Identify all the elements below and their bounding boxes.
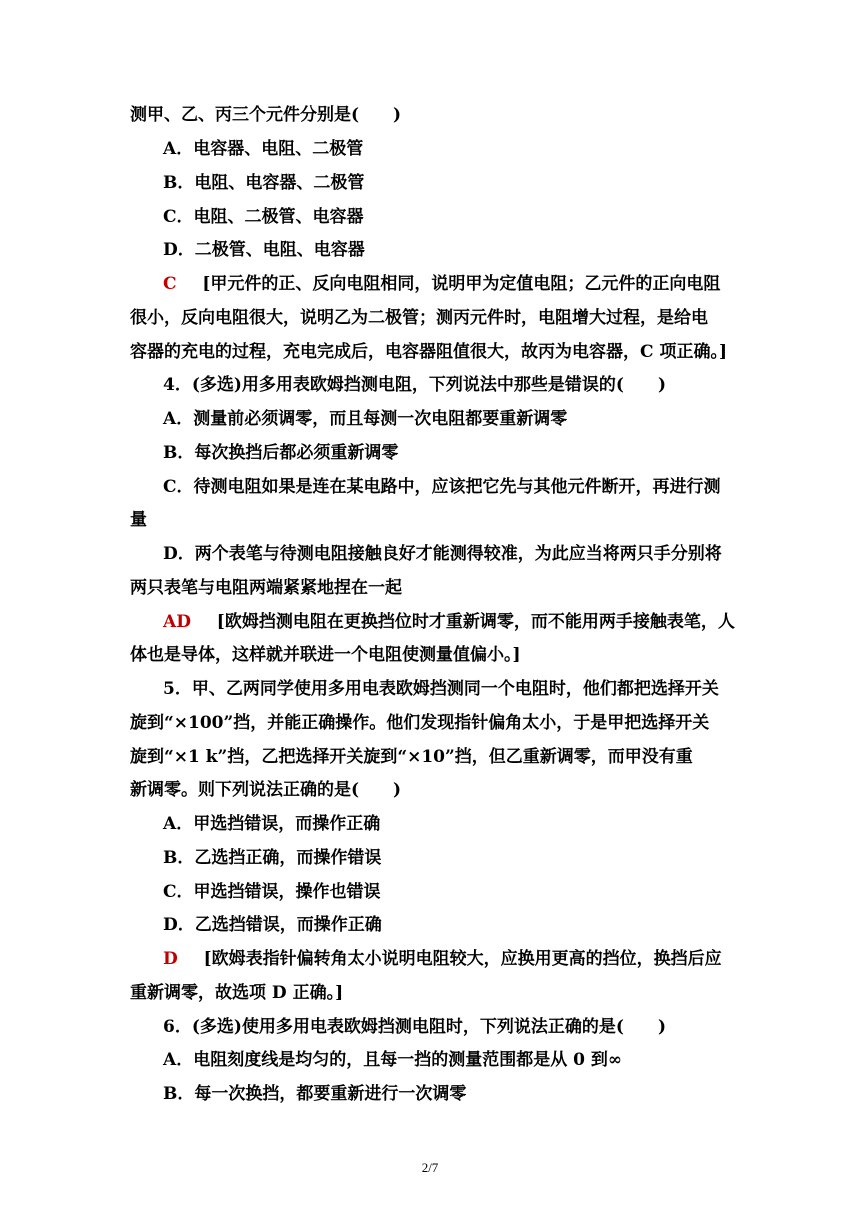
page-number: 2/7	[421, 1160, 439, 1175]
q5-stem-4: 新调零。则下列说法正确的是( )	[130, 780, 402, 800]
q5-explanation-1: [欧姆表指针偏转角太小说明电阻较大，应换用更高的挡位，换挡后应	[203, 949, 722, 969]
q5-answer-line-1	[163, 947, 722, 971]
q5-stem-1: 5．甲、乙两同学使用多用电表欧姆挡测同一个电阻时，他们都把选择开关	[163, 679, 719, 699]
q4-stem: 4．(多选)用多用表欧姆挡测电阻，下列说法中那些是错误的( )	[163, 375, 667, 395]
q3-explanation-1: [甲元件的正、反向电阻相同，说明甲为定值电阻；乙元件的正向电阻	[202, 274, 721, 294]
q3-option-d: D．二极管、电阻、电容器	[163, 240, 365, 260]
q3-stem-tail: 测甲、乙、丙三个元件分别是( )	[130, 105, 402, 125]
q5-explanation-2: 重新调零，故选项 D 正确。]	[130, 983, 344, 1003]
q4-option-d-cont: 两只表笔与电阻两端紧紧地捏在一起	[130, 578, 402, 598]
q5-stem-2: 旋到“×100”挡，并能正确操作。他们发现指针偏角太小，于是甲把选择开关	[130, 713, 710, 733]
q4-answer-letter: AD	[163, 612, 191, 632]
q3-option-a: A．电容器、电阻、二极管	[163, 139, 364, 159]
q4-option-d: D．两个表笔与待测电阻接触良好才能测得较准，为此应当将两只手分别将	[163, 544, 722, 564]
q3-option-c: C．电阻、二极管、电容器	[163, 207, 364, 227]
q5-option-b: B．乙选挡正确，而操作错误	[163, 848, 382, 868]
q4-option-c: C．待测电阻如果是连在某电路中，应该把它先与其他元件断开，再进行测	[163, 477, 721, 497]
q4-option-a: A．测量前必须调零，而且每测一次电阻都要重新调零	[163, 409, 568, 429]
q5-answer-letter: D	[163, 949, 178, 969]
q4-option-c-cont: 量	[130, 510, 147, 530]
q4-option-b: B．每次换挡后都必须重新调零	[163, 443, 399, 463]
q3-answer-letter: C	[163, 274, 177, 294]
q3-explanation-3: 容器的充电的过程，充电完成后，电容器阻值很大，故丙为电容器，C 项正确。]	[130, 342, 727, 362]
q5-option-a: A．甲选挡错误，而操作正确	[163, 814, 381, 834]
q3-answer-line-1	[163, 272, 720, 296]
q3-option-b: B．电阻、电容器、二极管	[163, 173, 365, 193]
q5-option-d: D．乙选挡错误，而操作正确	[163, 915, 382, 935]
q5-option-c: C．甲选挡错误，操作也错误	[163, 882, 381, 902]
q6-stem: 6．(多选)使用多用电表欧姆挡测电阻时，下列说法正确的是( )	[163, 1017, 667, 1037]
q6-option-b: B．每一次换挡，都要重新进行一次调零	[163, 1084, 467, 1104]
q4-explanation-2: 体也是导体，这样就并联进一个电阻使测量值偏小。]	[130, 645, 521, 665]
q6-option-a: A．电阻刻度线是均匀的，且每一挡的测量范围都是从 0 到∞	[163, 1050, 623, 1070]
q5-stem-3: 旋到“×1 k”挡，乙把选择开关旋到“×10”挡，但乙重新调零，而甲没有重	[130, 747, 693, 767]
q3-explanation-2: 很小，反向电阻很大，说明乙为二极管；测丙元件时，电阻增大过程，是给电	[130, 308, 708, 328]
q4-answer-line-1	[163, 610, 735, 634]
q4-explanation-1: [欧姆挡测电阻在更换挡位时才重新调零，而不能用两手接触表笔，人	[216, 612, 735, 632]
